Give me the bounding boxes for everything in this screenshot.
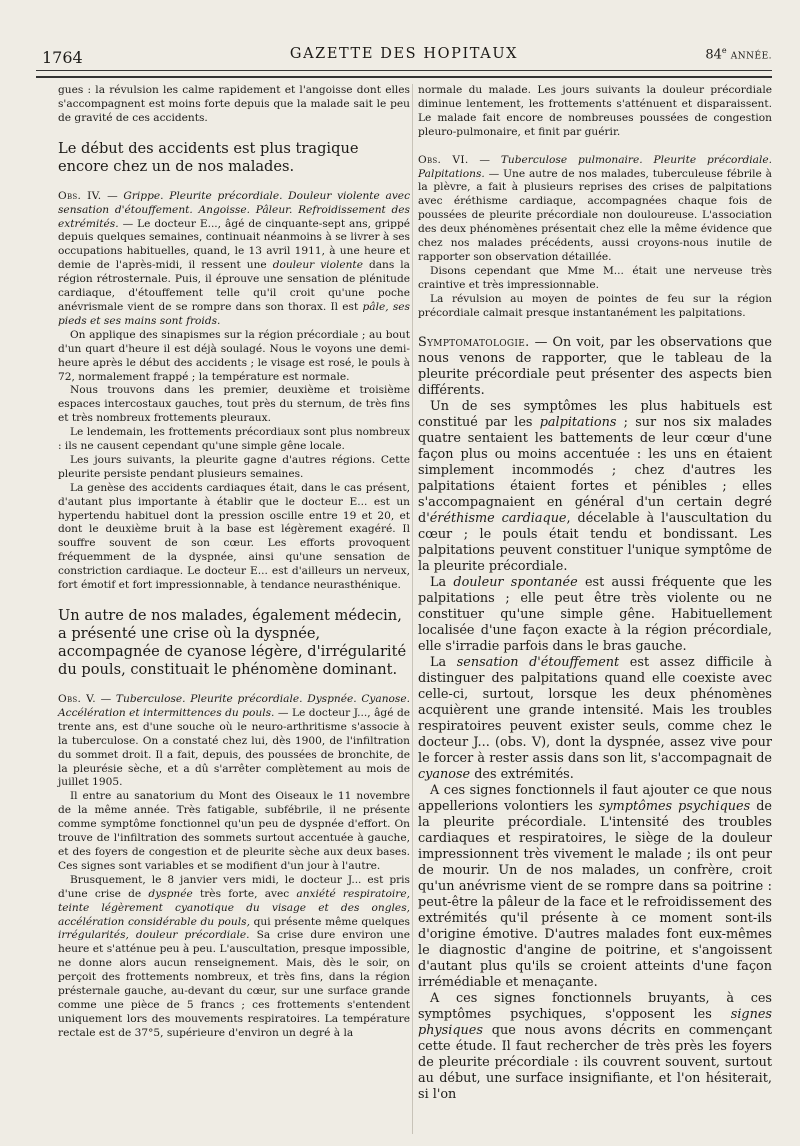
- paragraph: [418, 575, 772, 655]
- paragraph: Il entre au sanatorium du Mont des Oiseaux le 11 novembre de la même année. Très fatigable, subfébrile, il ne présente comme symptôme fonctionnel qu'un peu de dyspnée d'effort. On trouve de l'infiltration des sommets surtout accentuée à gauche, et des foyers de congestion et de pleurite sèche aux deux bases. Ces signes sont variables et se modifient d'un jour à l'autre.: [58, 790, 410, 872]
- section-heading: Le début des accidents est plus tragique encore chez un de nos malades.: [58, 139, 359, 175]
- obs-label: Obs. VI.: [418, 153, 469, 166]
- page-number: 1764: [42, 48, 83, 67]
- observation-vi: [418, 154, 772, 265]
- italic-run: irrégularités, douleur précordiale.: [58, 929, 250, 942]
- paragraph: Disons cependant que Mme M... était une nerveuse très craintive et très impressionnable.: [418, 264, 772, 291]
- text-run: que nous avons décrits en commençant cette étude. Il faut rechercher de très près les foyers de pleurite précordiale : ils couvrent souvent, surtout au début, une surface insignifiante, et l'on hésiterait, si l'on: [418, 1022, 772, 1102]
- journal-title: GAZETTE DES HOPITAUX: [289, 46, 519, 62]
- obs-title: — Tuberculose. Pleurite précordiale. Dyspnée. Cyanose. Accélération et intermittences du pouls.: [58, 693, 410, 719]
- paragraph: Le lendemain, les frottements précordiaux sont plus nombreux : ils ne causent cependant qu'une simple gêne locale.: [58, 426, 410, 453]
- observation-iv: [58, 190, 410, 329]
- obs-title: — Tuberculose pulmonaire. Pleurite précordiale. Palpitations.: [418, 153, 772, 180]
- paragraph: [418, 783, 772, 991]
- paragraph: Les jours suivants, la pleurite gagne d'autres régions. Cette pleurite persiste pendant plusieurs semaines.: [58, 453, 410, 480]
- column-divider: [412, 84, 413, 1134]
- paragraph: normale du malade. Les jours suivants la douleur précordiale diminue lentement, les frottements s'atténuent et disparaissent. Le malade fait encore de nombreuses poussées de congestion pleuro-pulmonaire, et finit par guérir.: [418, 84, 772, 138]
- italic-run: symptômes psychiques: [598, 798, 751, 814]
- text-run: — On voit, par les observations que nous venons de rapporter, que le tableau de la pleurite précordiale peut présenter des aspects bien différents.: [418, 334, 772, 398]
- paragraph: [418, 991, 772, 1103]
- text-run: , décelable à l'auscultation du cœur ; le pouls était tendu et bondissant. Les palpitations peuvent constituer l'unique symptôme de la pleurite précordiale.: [418, 510, 772, 574]
- italic-run: douleur spontanée: [453, 574, 578, 590]
- paragraph: Nous trouvons dans les premier, deuxième et troisième espaces intercostaux gauches, tout près du sternum, de très fins et très nombreux frottements pleuraux.: [58, 384, 410, 425]
- italic-run: douleur violente: [272, 259, 363, 272]
- right-column: [418, 84, 772, 1103]
- italic-run: éréthisme cardiaque: [429, 510, 567, 526]
- italic-run: signes physiques: [418, 1006, 772, 1038]
- text-run: A ces signes fonctionnels bruyants, à ces symptômes psychiques, s'opposent les: [418, 990, 772, 1022]
- text-run: dans la région rétrosternale. Puis, il éprouve une sensation de plénitude cardiaque, d'étouffement telle qu'il croit qu'une poche anévrismale vient de se rompre dans son thorax. Il est: [58, 259, 411, 313]
- text-run: très forte, avec: [192, 887, 297, 900]
- italic-run: cyanose: [418, 766, 471, 782]
- text-run: est assez difficile à distinguer des palpitations quand elle coexiste avec celle-ci, surtout, lorsque les deux phénomènes acquièrent une grande intensité. Mais les troubles respiratoires peuvent exister seuls, comme chez le docteur J... (obs. V), dont la dyspnée, assez vive pour le forcer à rester assis dans son lit, s'accompagnait de: [418, 654, 772, 766]
- year-label: [705, 46, 772, 62]
- italic-run: sensation d'étouffement: [456, 654, 620, 670]
- text-run: A ces signes fonctionnels il faut ajouter ce que nous appellerions volontiers les: [418, 782, 772, 814]
- text-run: ; sur nos six malades quatre sentaient les battements de leur cœur d'une façon plus ou moins accentuée : les uns en étaient simplement incommodés ; chez d'autres les palpitations étaient fortes et pénibles ; elles s'accompagnaient en général d'un certain degré d': [418, 414, 772, 526]
- year-word: ANNÉE.: [730, 51, 772, 62]
- text-run: de la pleurite précordiale. L'intensité des troubles cardiaques et respiratoires, le siège de la douleur impressionnent très vivement le malade ; ils ont peur de mourir. Un de nos malades, un confrère, croit qu'un anévrisme vient de se rompre dans sa poitrine : peut-être la pâleur de la face et le refroidissement des extrémités qu'il présente à ce moment sont-ils d'origine émotive. D'autres malades font eux-mêmes le diagnostic d'angine de poitrine, et s'angoissent d'autant plus qu'ils se croient atteints d'une façon irrémédiable et menaçante.: [418, 798, 772, 990]
- text-run: qui présente même quelques: [249, 915, 410, 928]
- left-column: [58, 84, 410, 1041]
- year-number: 84: [705, 47, 722, 63]
- text-run: — Le docteur J..., âgé de trente ans, est d'une souche où le neuro-arthritisme s'associe à la tuberculose. On a constaté chez lui, dès 1900, de l'infiltration du sommet droit. Il a fait, depuis, des poussées de bronchite, de la pleurésie sèche, et a dû s'arrêter complètement au mois de juillet 1905.: [58, 706, 410, 789]
- observation-v: [58, 693, 410, 790]
- header-rule: [36, 70, 772, 78]
- text-run: La: [430, 574, 454, 590]
- paragraph: [418, 655, 772, 783]
- text-run: Brusquement, le 8 janvier vers midi, le docteur J... est pris d'une crise de: [58, 873, 410, 900]
- paragraph: [418, 399, 772, 575]
- italic-run: pâle, ses pieds et ses mains sont froids.: [58, 300, 410, 327]
- text-run: — Une autre de nos malades, tuberculeuse fébrile à la plèvre, a fait à plusieurs reprises des crises de palpitations avec éréthisme cardiaque, accompagnées chaque fois de poussées de pleurite précordiale non douloureuse. L'association des deux phénomènes présentait chez elle la même évidence que chez nos malades précédents, aussi croyons-nous inutile de rapporter son observation détaillée.: [418, 167, 772, 263]
- italic-run: anxiété respiratoire, teinte légèrement cyanotique du visage et des ongles, accélération considérable du pouls,: [58, 887, 410, 928]
- paragraph: On applique des sinapismes sur la région précordiale ; au bout d'un quart d'heure il est déjà soulagé. Nous le voyons une demi-heure après le début des accidents ; le visage est rosé, le pouls à 72, normalement frappé ; la température est normale.: [58, 328, 410, 383]
- text-run: Sa crise dure environ une heure et s'atténue peu à peu. L'auscultation, presque impossible, ne donne alors aucun renseignement. Mais, dès le soir, on perçoit des frottements nombreux, et très fins, dans la région présternale gauche, au-devant du cœur, sur une surface grande comme une pièce de 5 francs ; ces frottements s'entendent uniquement lors des mouvements respiratoires. La température rectale est de 37°5, supérieure d'environ un degré à la: [58, 929, 411, 1039]
- paragraph: La genèse des accidents cardiaques était, dans le cas présent, d'autant plus importante à établir que le docteur E... est un hypertendu habituel dont la pression oscille entre 19 et 20, et dont le deuxième bruit à la base est légèrement exagéré. Il souffre souvent de son cœur. Les efforts provoquent fréquemment de la dyspnée, ainsi qu'une sensation de constriction cardiaque. Le docteur E... est d'ailleurs un nerveux, fort émotif et fort impressionnable, à tendance neurasthénique.: [58, 481, 410, 592]
- symptomatology-intro: [418, 335, 772, 399]
- obs-label: Obs. IV.: [58, 189, 102, 202]
- year-suffix: e: [721, 46, 727, 55]
- paragraph: [58, 874, 410, 1041]
- section-heading: Un autre de nos malades, également médecin, a présenté une crise où la dyspnée, accompagnée de cyanose légère, d'irrégularité du pouls, constituait le phénomène dominant.: [58, 607, 407, 678]
- italic-run: dyspnée: [148, 887, 193, 900]
- text-run: est aussi fréquente que les palpitations ; elle peut être très violente ou ne constituer qu'une simple gêne. Habituellement localisée d'une façon exacte à la région précordiale, elle s'irradie parfois dans le bras gauche.: [418, 574, 772, 654]
- page-header: [36, 36, 772, 70]
- text-run: — Le docteur E..., âgé de cinquante-sept ans, grippé depuis quelques semaines, continuait néanmoins à se livrer à ses occupations habituelles, quand, le 13 avril 1911, à une heure et demie de l'après-midi, il ressent une: [58, 217, 410, 272]
- paragraph: gues : la révulsion les calme rapidement et l'angoisse dont elles s'accompagnent est moins forte depuis que la malade sait le peu de gravité de ces accidents.: [58, 84, 410, 124]
- text-run: des extrémités.: [470, 766, 574, 782]
- text-run: Un de ses symptômes les plus habituels est constitué par les: [418, 398, 772, 430]
- obs-title: — Grippe. Pleurite précordiale. Douleur violente avec sensation d'étouffement. Angoisse. Pâleur. Refroidissement des extrémités.: [58, 189, 411, 230]
- section-label: Symptomatologie.: [418, 334, 530, 350]
- text-run: La: [430, 654, 457, 670]
- paragraph: La révulsion au moyen de pointes de feu sur la région précordiale calmait presque instantanément les palpitations.: [418, 292, 772, 319]
- italic-run: palpitations: [539, 414, 617, 430]
- obs-label: Obs. V.: [58, 693, 96, 705]
